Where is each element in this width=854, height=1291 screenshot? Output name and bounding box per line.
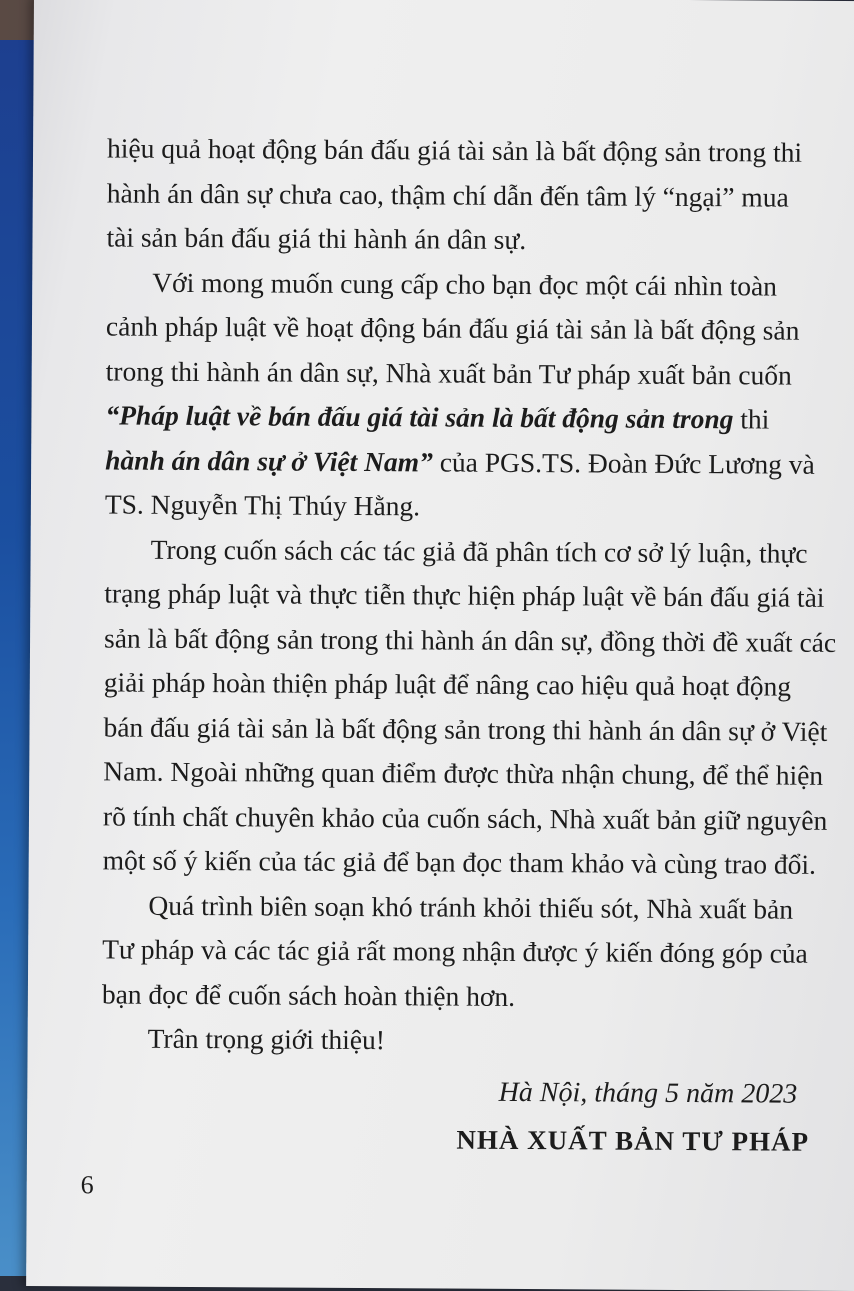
signature-publisher: NHÀ XUẤT BẢN TƯ PHÁP (456, 1124, 810, 1157)
text-line: Trong cuốn sách các tác giả đã phân tích cơ sở lý luận, thực (150, 533, 808, 569)
text-line: bạn đọc để cuốn sách hoàn thiện hơn. (101, 977, 516, 1012)
signature-date: Hà Nội, tháng 5 năm 2023 (498, 1076, 798, 1110)
text-line: tài sản bán đấu giá thi hành án dân sự. (106, 221, 527, 256)
book-page (26, 0, 854, 1291)
text-line: trạng pháp luật và thực tiễn thực hiện pháp luật về bán đấu giá tài (104, 577, 825, 613)
paragraph-4 (102, 883, 823, 1021)
text-line: Với mong muốn cung cấp cho bạn đọc một cái nhìn toàn (152, 266, 778, 302)
paragraph-2 (105, 260, 827, 531)
text-line: hiệu quả hoạt động bán đấu giá tài sản là bất động sản trong thi (106, 132, 803, 168)
book-title-part-2: hành án dân sự ở Việt Nam” (105, 443, 433, 477)
text-line (105, 393, 825, 442)
text-line: TS. Nguyễn Thị Thúy Hằng. (104, 488, 421, 522)
text-line: rõ tính chất chuyên khảo của cuốn sách, Nhà xuất bản giữ nguyên (102, 799, 828, 836)
text-line: Quá trình biên soạn khó tránh khỏi thiếu sót, Nhà xuất bản (148, 889, 794, 925)
text-line: trong thi hành án dân sự, Nhà xuất bản Tư pháp xuất bản cuốn (105, 354, 792, 391)
text-line: sản là bất động sản trong thi hành án dân sự, đồng thời đề xuất các (103, 621, 837, 658)
text-line (105, 438, 825, 487)
text-line: cảnh pháp luật về hoạt động bán đấu giá tài sản là bất động sản (105, 310, 800, 346)
closing-line (101, 1016, 821, 1065)
paragraph-1 (106, 126, 827, 264)
text-fragment: của PGS.TS. Đoàn Đức Lương và (432, 445, 815, 480)
text-line: hành án dân sự chưa cao, thậm chí dẫn đến tâm lý “ngại” mua (106, 176, 789, 213)
text-fragment: thi (733, 403, 770, 435)
book-title-part-1: “Pháp luật về bán đấu giá tài sản là bất động sản trong (105, 399, 734, 435)
text-line: Nam. Ngoài những quan điểm được thừa nhận chung, để thể hiện (103, 755, 824, 791)
paragraph-3 (102, 527, 837, 887)
text-line: một số ý kiến của tác giả để bạn đọc tham khảo và cùng trao đổi. (102, 844, 817, 880)
page-body-text (101, 126, 837, 1065)
page-number: 6 (80, 1170, 94, 1200)
text-line: Trân trọng giới thiệu! (147, 1022, 386, 1056)
text-line: giải pháp hoàn thiện pháp luật để nâng cao hiệu quả hoạt động (103, 666, 792, 702)
text-line: bán đấu giá tài sản là bất động sản trong thi hành án dân sự ở Việt (103, 710, 828, 747)
text-line: Tư pháp và các tác giả rất mong nhận được ý kiến đóng góp của (102, 933, 808, 969)
